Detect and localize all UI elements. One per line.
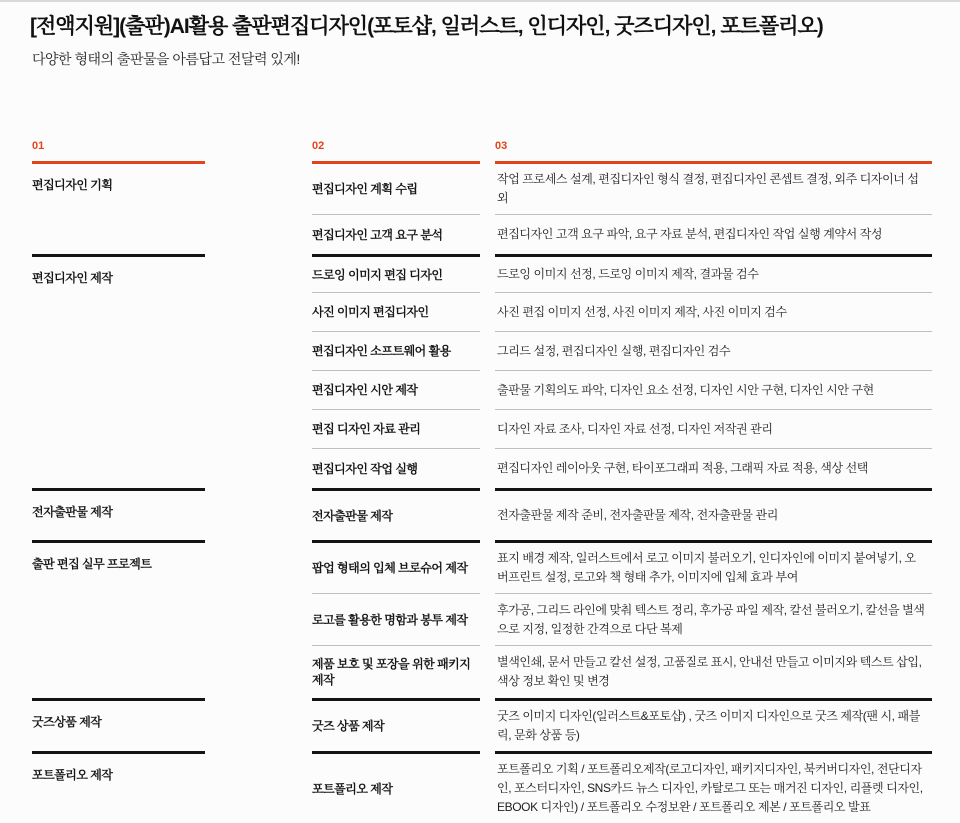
topic-cell: 전자출판물 제작 bbox=[312, 488, 480, 540]
topic-cell: 편집디자인 작업 실행 bbox=[312, 461, 418, 476]
topic-cell: 편집디자인 시안 제작 bbox=[312, 371, 480, 410]
curriculum-group bbox=[32, 540, 960, 698]
detail-cell: 편집디자인 레이아웃 구현, 타이포그래피 적용, 그래픽 자료 적용, 색상 선택 bbox=[497, 461, 868, 475]
topic-cell: 포트폴리오 제작 bbox=[312, 751, 480, 823]
detail-cell: 디자인 자료 조사, 디자인 자료 선정, 디자인 저작권 관리 bbox=[495, 410, 932, 449]
curriculum-group bbox=[32, 488, 960, 540]
detail-cell: 작업 프로세스 설계, 편집디자인 형식 결정, 편집디자인 콘셉트 결정, 외주 디자이너 섭외 bbox=[495, 164, 932, 215]
course-curriculum-page bbox=[0, 2, 960, 823]
detail-cell: 표지 배경 제작, 일러스트에서 로고 이미지 불러오기, 인디자인에 이미지 붙여넣기, 오버프린트 설정, 로고와 책 형태 추가, 이미지에 입체 효과 부여 bbox=[495, 540, 932, 594]
curriculum-group bbox=[32, 698, 960, 751]
column-header-03: 03 bbox=[495, 140, 932, 164]
detail-cell: 전자출판물 제작 준비, 전자출판물 제작, 전자출판물 관리 bbox=[495, 488, 932, 540]
curriculum-group bbox=[32, 254, 960, 488]
curriculum-group bbox=[32, 164, 960, 254]
curriculum-group bbox=[32, 751, 960, 823]
detail-cell: 드로잉 이미지 선정, 드로잉 이미지 제작, 결과물 검수 bbox=[495, 254, 932, 293]
detail-cell: 편집디자인 고객 요구 파악, 요구 자료 분석, 편집디자인 작업 실행 계약서 작성 bbox=[497, 227, 883, 241]
topic-cell: 드로잉 이미지 편집 디자인 bbox=[312, 254, 480, 293]
category-label: 굿즈상품 제작 bbox=[32, 698, 205, 751]
detail-cell: 포트폴리오 기획 / 포트폴리오제작(로고디자인, 패키지디자인, 북커버디자인, 전단디자인, 포스터디자인, SNS카드 뉴스 디자인, 카탈로그 또는 매거진 디자인, 리플렛 디자인, EBOOK 디자인) / 포트폴리오 수정보완 / 포트폴리오 제본 / 포트폴리오 발표 bbox=[495, 751, 932, 823]
topic-cell: 편집디자인 소프트웨어 활용 bbox=[312, 332, 480, 371]
column-header-row bbox=[32, 140, 960, 164]
page-header bbox=[0, 2, 960, 68]
topic-cell: 사진 이미지 편집디자인 bbox=[312, 293, 480, 332]
detail-cell: 별색인쇄, 문서 만들고 칼선 설정, 고품질로 표시, 안내선 만들고 이미지와 텍스트 삽입, 색상 정보 확인 및 변경 bbox=[497, 655, 922, 688]
topic-cell: 편집 디자인 자료 관리 bbox=[312, 410, 480, 449]
detail-cell: 후가공, 그리드 라인에 맞춰 텍스트 정리, 후가공 파일 제작, 칼선 불러오기, 칼선을 별색으로 지정, 일정한 간격으로 다단 복제 bbox=[495, 594, 932, 646]
detail-cell: 사진 편집 이미지 선정, 사진 이미지 제작, 사진 이미지 검수 bbox=[495, 293, 932, 332]
topic-cell: 로고를 활용한 명함과 봉투 제작 bbox=[312, 594, 480, 646]
page-subtitle: 다양한 형태의 출판물을 아름답고 전달력 있게! bbox=[32, 51, 300, 67]
column-header-01: 01 bbox=[32, 140, 205, 164]
category-label: 전자출판물 제작 bbox=[32, 488, 205, 540]
category-label: 편집디자인 기획 bbox=[32, 178, 113, 192]
category-label: 포트폴리오 제작 bbox=[32, 751, 205, 823]
page-title: [전액지원](출판)AI활용 출판편집디자인(포토샵, 일러스트, 인디자인, 굿즈디자인, 포트폴리오) bbox=[30, 15, 823, 38]
topic-cell: 편집디자인 고객 요구 분석 bbox=[312, 227, 443, 242]
topic-cell: 팝업 형태의 입체 브로슈어 제작 bbox=[312, 540, 480, 594]
curriculum-groups bbox=[32, 164, 960, 823]
category-label: 출판 편집 실무 프로젝트 bbox=[32, 540, 205, 698]
detail-cell: 그리드 설정, 편집디자인 실행, 편집디자인 검수 bbox=[495, 332, 932, 371]
topic-cell: 편집디자인 계획 수립 bbox=[312, 164, 480, 215]
curriculum-table bbox=[32, 140, 960, 823]
category-label: 편집디자인 제작 bbox=[32, 254, 205, 488]
topic-cell: 제품 보호 및 포장을 위한 패키지 제작 bbox=[312, 657, 471, 687]
column-header-02: 02 bbox=[312, 140, 480, 164]
detail-cell: 출판물 기획의도 파악, 디자인 요소 선정, 디자인 시안 구현, 디자인 시안 구현 bbox=[495, 371, 932, 410]
detail-cell: 굿즈 이미지 디자인(일러스트&포토샵) , 굿즈 이미지 디자인으로 굿즈 제작(팬 시, 패블릭, 문화 상품 등) bbox=[495, 698, 932, 751]
topic-cell: 굿즈 상품 제작 bbox=[312, 698, 480, 751]
